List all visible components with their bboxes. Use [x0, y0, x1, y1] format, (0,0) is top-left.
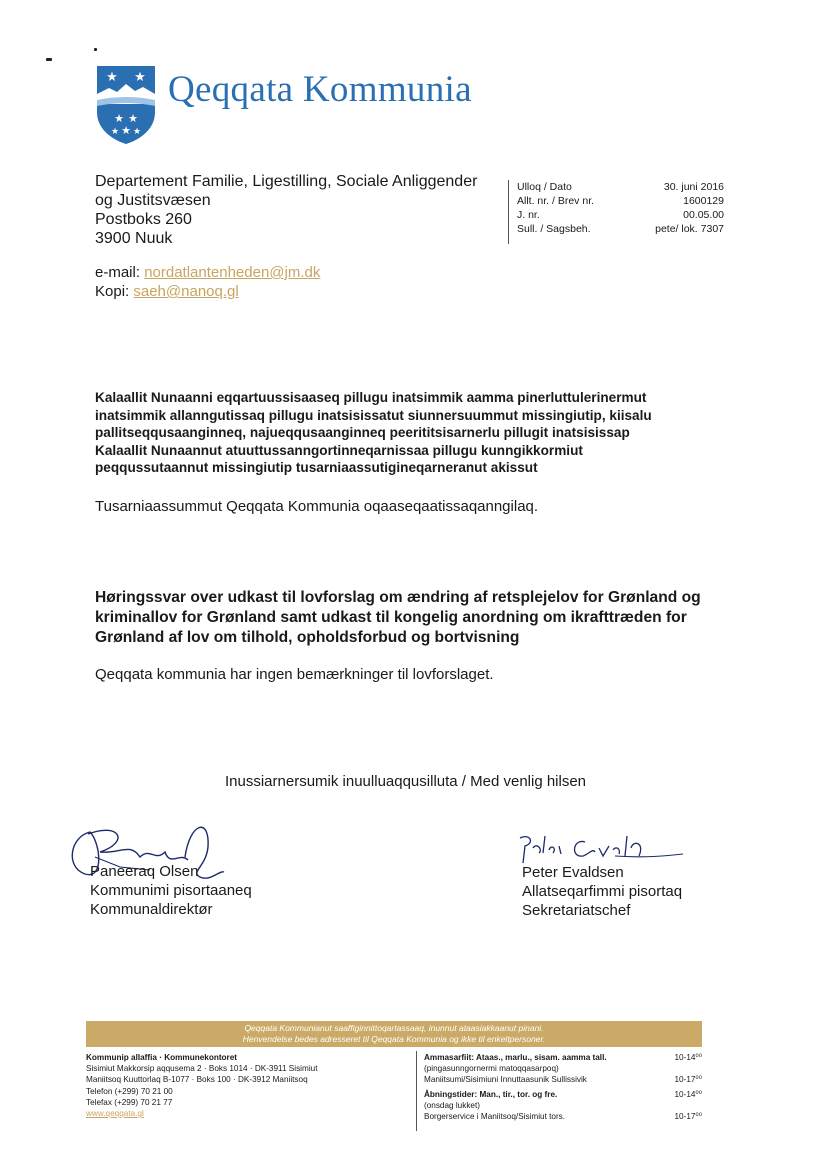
scan-mark — [94, 48, 97, 51]
hours-label: Borgerservice i Maniitsoq/Sisimiut tors. — [424, 1112, 566, 1122]
hours-note: (onsdag lukket) — [424, 1100, 480, 1110]
caseworker-value: pete/ lok. 7307 — [655, 223, 724, 235]
subject-line: Grønland af lov om tilhold, opholdsforbud og bortvisning — [95, 629, 520, 646]
svg-text:★: ★ — [106, 69, 118, 84]
hours-value: 10-17⁰⁰ — [674, 1112, 702, 1122]
svg-text:★: ★ — [114, 113, 124, 125]
hours-value: 10-14⁰⁰ — [674, 1089, 702, 1099]
footer-office-info — [86, 1052, 406, 1119]
footer-notice-band — [86, 1021, 702, 1047]
journal-number-label: J. nr. — [517, 209, 540, 221]
caseworker-label: Sull. / Sagsbeh. — [517, 223, 591, 235]
signatory-title: Allatseqarfimmi pisortaq — [522, 883, 683, 900]
municipality-shield-logo — [95, 64, 157, 146]
svg-text:★: ★ — [132, 126, 142, 136]
address-line: Postboks 260 — [95, 211, 192, 228]
hours-note: (pingasunngornermi matoqqasarpoq) — [424, 1064, 559, 1074]
body-text-danish: Qeqqata kommunia har ingen bemærkninger til lovforslaget. — [95, 666, 494, 683]
email-link[interactable]: nordatlantenheden@jm.dk — [144, 264, 321, 281]
organization-name: Qeqqata Kommunia — [168, 69, 472, 110]
subject-line: inatsimmik allanngutissaq pillugu inatsisissatut siunnersuummut missingiutip, kiisalu — [95, 407, 652, 423]
copy-email-link[interactable]: saeh@nanoq.gl — [133, 283, 239, 300]
date-value: 30. juni 2016 — [663, 181, 724, 193]
signatory-right — [522, 863, 682, 920]
address-line: Departement Familie, Ligestilling, Sociale Anliggender — [95, 173, 478, 190]
svg-text:★: ★ — [121, 125, 131, 137]
letter-number-label: Allt. nr. / Brev nr. — [517, 195, 595, 207]
address-line: og Justitsvæsen — [95, 192, 211, 209]
signatory-left — [90, 862, 252, 919]
svg-text:★: ★ — [110, 126, 120, 136]
reference-box — [508, 180, 724, 244]
copy-label: Kopi: — [95, 283, 130, 300]
journal-number-value: 00.05.00 — [683, 209, 724, 221]
handwritten-signature-right — [515, 828, 690, 868]
website-link[interactable]: www.qeqqata.gl — [86, 1109, 144, 1119]
closing-greeting: Inussiarnersumik inuulluaqqusilluta / Med venlig hilsen — [225, 773, 587, 790]
scan-mark — [46, 58, 52, 61]
svg-text:★: ★ — [128, 113, 138, 125]
office-address-maniitsoq: Maniitsoq Kuuttorlaq B-1077 · Boks 100 · DK-3912 Maniitsoq — [86, 1075, 308, 1085]
contact-block — [95, 263, 320, 301]
footer-opening-hours — [424, 1052, 702, 1122]
subject-line: pallitseqqusaanginneq, najueqqusaanginneq peerititsisarnerlu pillugit inatsisissap — [95, 425, 630, 440]
hours-label: Maniitsumi/Sisimiuni Innuttaasunik Sullissivik — [424, 1075, 587, 1085]
hours-label: Ammasarfiit: Ataas., marlu., sisam. aamma tall. — [424, 1053, 607, 1062]
office-heading: Kommunip allaffia · Kommunekontoret — [86, 1053, 238, 1062]
subject-line: kriminallov for Grønland samt udkast til kongelig anordning om ikrafttræden for — [95, 609, 687, 626]
office-phone: Telefon (+299) 70 21 00 — [86, 1086, 173, 1096]
subject-greenlandic — [95, 389, 735, 477]
subject-line: Kalaallit Nunaanni eqqartuussisaaseq pillugu inatsimmik aamma pinerluttulerinermut — [95, 390, 647, 405]
hours-value: 10-14⁰⁰ — [674, 1053, 702, 1062]
address-line: 3900 Nuuk — [95, 230, 173, 247]
subject-line: Kalaallit Nunaannut atuuttussanngortinneqarnissaa pillugu kunngikkormiut — [95, 442, 583, 458]
subject-line: Høringssvar over udkast til lovforslag om ændring af retsplejelov for Grønland og — [95, 589, 701, 606]
email-label: e-mail: — [95, 264, 141, 281]
subject-danish — [95, 588, 735, 648]
hours-label: Åbningstider: Man., tir., tor. og fre. — [424, 1089, 558, 1099]
office-address-sisimiut: Sisimiut Makkorsip aqqusema 2 · Boks 1014 · DK-3911 Sisimiut — [86, 1064, 318, 1074]
svg-text:★: ★ — [134, 69, 146, 84]
subject-line: peqqussutaannut missingiutip tusarniaassutigineqarneranut akissut — [95, 460, 538, 475]
signatory-title: Kommunaldirektør — [90, 901, 213, 918]
signatory-title: Sekretariatschef — [522, 902, 631, 919]
signatory-name: Peter Evaldsen — [522, 864, 624, 881]
recipient-address — [95, 172, 477, 248]
date-label: Ulloq / Dato — [517, 181, 572, 193]
office-fax: Telefax (+299) 70 21 77 — [86, 1097, 173, 1107]
hours-value: 10-17⁰⁰ — [674, 1075, 702, 1085]
signatory-title: Kommunimi pisortaaneq — [90, 882, 252, 899]
body-text-greenlandic: Tusarniaassummut Qeqqata Kommunia oqaaseqaatissaqanngilaq. — [95, 498, 539, 515]
footer-notice-line: Henvendelse bedes adresseret til Qeqqata Kommunia og ikke til enkeltpersoner. — [242, 1034, 546, 1044]
letter-number-value: 1600129 — [683, 195, 724, 207]
signatory-name: Paneeraq Olsen — [90, 863, 199, 880]
footer-divider — [416, 1051, 417, 1131]
footer-notice-line: Qeqqata Kommunianut saaffiginnittoqartassaaq, inunnut ataasiakkaanut pinani. — [244, 1023, 544, 1033]
